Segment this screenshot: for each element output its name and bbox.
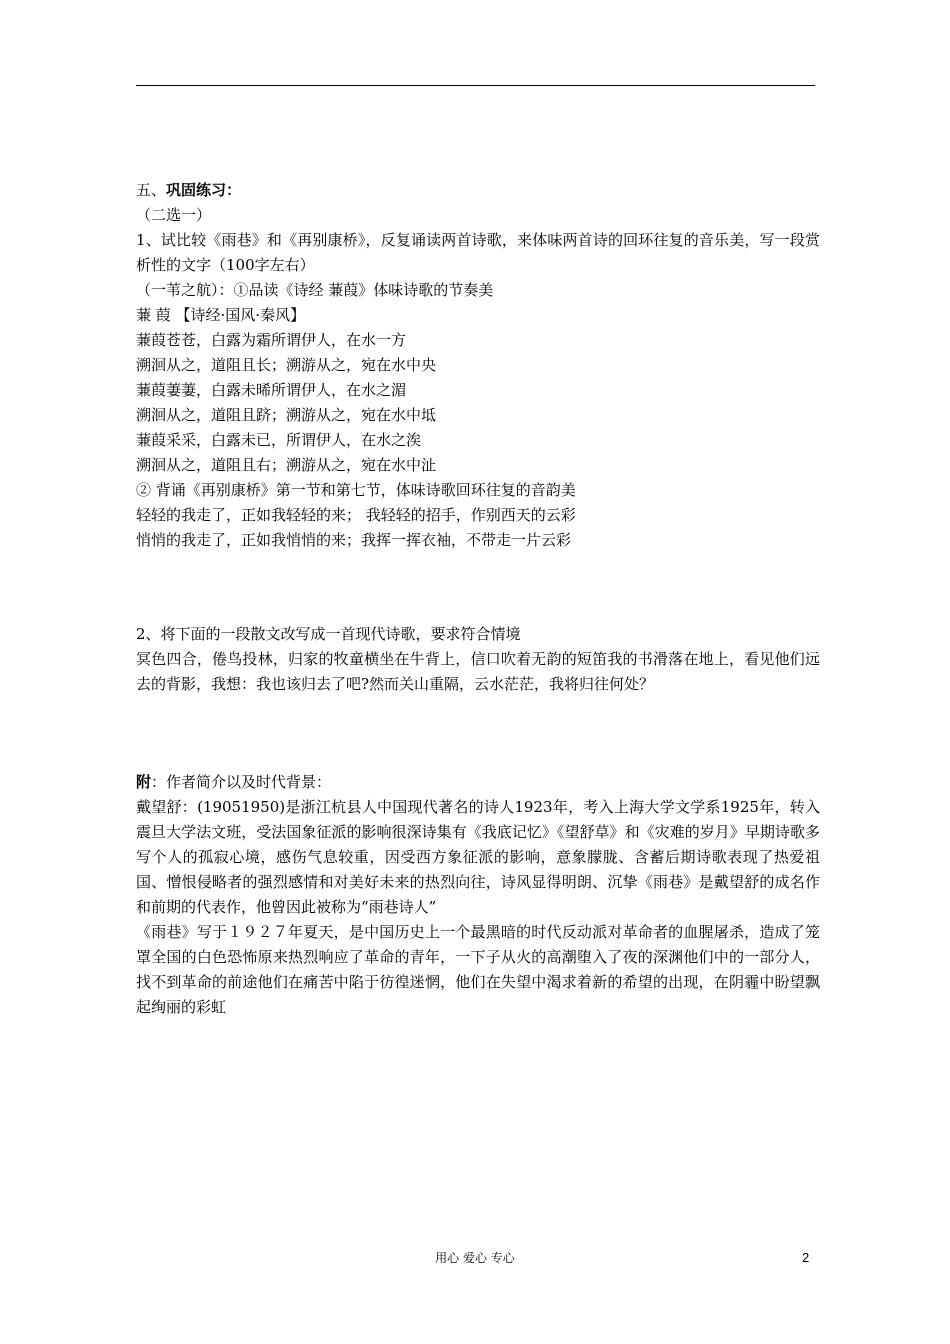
- question-2-block: [136, 622, 820, 697]
- appendix-block: [136, 770, 820, 1020]
- recite-note: ② 背诵《再别康桥》第一节和第七节，体味诗歌回环往复的音韵美: [136, 481, 576, 499]
- question-2-prompt: 2、将下面的一段散文改写成一首现代诗歌，要求符合情境: [136, 625, 521, 643]
- section-5: [136, 178, 820, 553]
- appendix-heading-rest: ：作者简介以及时代背景：: [151, 773, 332, 791]
- author-bio: 戴望舒：(19051950)是浙江杭县人中国现代著名的诗人1923年，考入上海大学文学系1925年，转入震旦大学法文班，受法国象征派的影响很深诗集有《我底记忆》《望舒草》和《灾难的岁月》早期诗歌多写个人的孤寂心境，感伤气息较重，因受西方象征派的影响，意象朦胧、含蓄后期诗歌表现了热爱祖国、憎恨侵略者的强烈感情和对美好未来的热烈向往，诗风显得明朗、沉挚《雨巷》是戴望舒的成名作和前期的代表作，他曾因此被称为“雨巷诗人”: [136, 798, 820, 916]
- section-heading: [136, 178, 820, 203]
- poem-line: 溯洄从之，道阻且跻；溯游从之，宛在水中坻: [136, 406, 437, 424]
- section-heading-prefix: 五、: [136, 181, 167, 199]
- question-2-passage: 冥色四合，倦鸟投林，归家的牧童横坐在牛背上，信口吹着无韵的短笛我的书滑落在地上，看见他们远去的背影，我想：我也该归去了吧?然而关山重隔，云水茫茫，我将归往何处？: [136, 650, 820, 693]
- appendix-heading-bold: 附: [136, 773, 152, 791]
- hint-line: （一苇之航）：①品读《诗经 蒹葭》体味诗歌的节奏美: [136, 281, 494, 299]
- section-heading-bold: 巩固练习：: [166, 181, 242, 199]
- poem-line: 蒹葭采采，白露未已，所谓伊人，在水之涘: [136, 431, 422, 449]
- poem-line: 蒹葭萋萋，白露未晞所谓伊人，在水之湄: [136, 381, 407, 399]
- footer-motto: 用心 爱心 专心: [435, 1251, 515, 1265]
- poem-line: 溯洄从之，道阻且右；溯游从之，宛在水中沚: [136, 456, 437, 474]
- poem-title: 蒹 葭 【诗经·国风·秦风】: [136, 306, 306, 324]
- historical-background: 《雨巷》写于１９２７年夏天，是中国历史上一个最黑暗的时代反动派对革命者的血腥屠杀，造成了笼罩全国的白色恐怖原来热烈响应了革命的青年，一下子从火的高潮堕入了夜的深渊他们中的一部分人，找不到革命的前途他们在痛苦中陷于彷徨迷惘，他们在失望中渴求着新的希望的出现，在阴霾中盼望飘起绚丽的彩虹: [136, 923, 820, 1016]
- kangqiao-line: 轻轻的我走了，正如我轻轻的来； 我轻轻的招手，作别西天的云彩: [136, 506, 576, 524]
- appendix-heading: [136, 770, 820, 795]
- choice-note: （二选一）: [136, 206, 212, 224]
- header-rule: [136, 85, 815, 86]
- page-number: 2: [802, 1250, 810, 1265]
- question-1: 1、试比较《雨巷》和《再别康桥》，反复诵读两首诗歌，来体味两首诗的回环往复的音乐美，写一段赏析性的文字（100字左右）: [136, 231, 820, 274]
- kangqiao-line: 悄悄的我走了，正如我悄悄的来；我挥一挥衣袖，不带走一片云彩: [136, 531, 572, 549]
- poem-line: 蒹葭苍苍，白露为霜所谓伊人，在水一方: [136, 331, 407, 349]
- poem-line: 溯洄从之，道阻且长；溯游从之，宛在水中央: [136, 356, 437, 374]
